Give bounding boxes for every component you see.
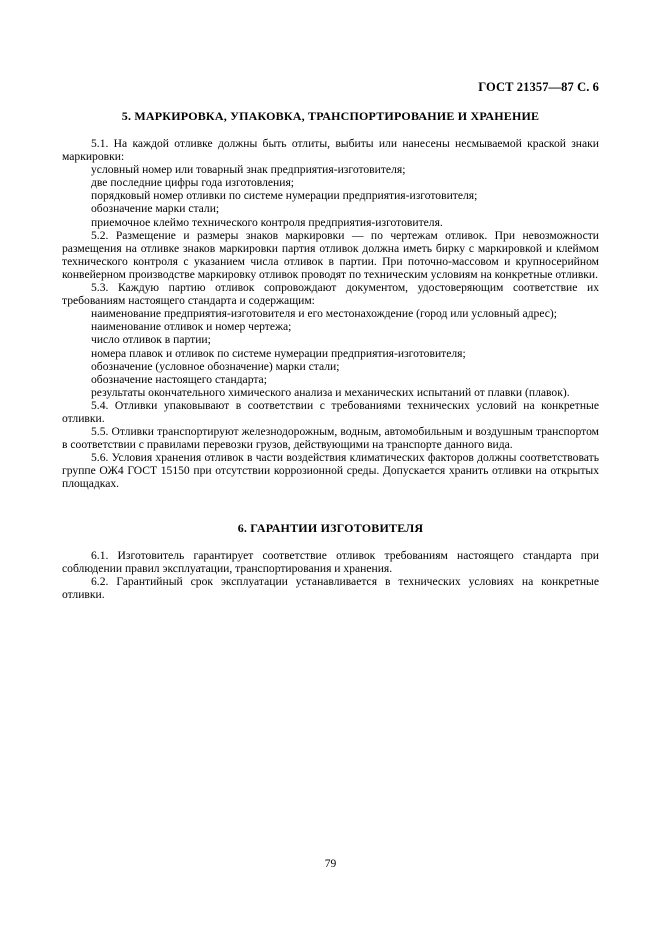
paragraph-5-5: 5.5. Отливки транспортируют железнодорожным, водным, автомобильным и воздушным транспортом в соответствии с правилами перевозки грузов, действующими на транспорте данного вида. xyxy=(62,425,599,452)
paragraph-6-2: 6.2. Гарантийный срок эксплуатации устанавливается в технических условиях на конкретные отливки. xyxy=(62,575,599,602)
list-item: две последние цифры года изготовления; xyxy=(91,176,295,190)
paragraph-6-1: 6.1. Изготовитель гарантирует соответствие отливок требованиям настоящего стандарта при соблюдении правил эксплуатации, транспортирования и хранения. xyxy=(62,549,599,576)
list-item: результаты окончательного химического анализа и механических испытаний от плавки (плавок). xyxy=(91,385,570,399)
list-item: обозначение настоящего стандарта; xyxy=(91,372,267,386)
paragraph-5-4: 5.4. Отливки упаковывают в соответствии с требованиями технических условий на конкретные отливки. xyxy=(62,398,599,425)
page-number: 79 xyxy=(324,858,337,870)
section-6-title: 6. ГАРАНТИИ ИЗГОТОВИТЕЛЯ xyxy=(237,521,424,535)
list-item: обозначение (условное обозначение) марки стали; xyxy=(91,359,340,373)
list-item: условный номер или товарный знак предприятия-изготовителя; xyxy=(91,163,406,177)
list-item: приемочное клеймо технического контроля предприятия-изготовителя. xyxy=(91,215,443,229)
paragraph-5-2: 5.2. Размещение и размеры знаков маркировки — по чертежам отливок. При невозможности размещения на отливке знаков маркировки партия отливок должна иметь бирку с маркировкой и клеймом технического контроля с указанием числа отливок в партии. При поточно-массовом и крупносерийном конвейерном производстве маркировку отливок проводят по техническим условиям на конкретные отливки. xyxy=(62,228,599,281)
paragraph-5-6: 5.6. Условия хранения отливок в части воздействия климатических факторов должны соответствовать группе ОЖ4 ГОСТ 15150 при отсутствии коррозионной среды. Допускается хранить отливки на открытых площадках. xyxy=(62,451,599,491)
section-6 xyxy=(62,521,599,601)
paragraph-5-1: 5.1. На каждой отливке должны быть отлиты, выбиты или нанесены несмываемой краской знаки маркировки: xyxy=(62,137,599,164)
section-5-title: 5. МАРКИРОВКА, УПАКОВКА, ТРАНСПОРТИРОВАНИЕ И ХРАНЕНИЕ xyxy=(121,109,540,123)
list-item: порядковый номер отливки по системе нумерации предприятия-изготовителя; xyxy=(91,189,478,203)
list-item: наименование предприятия-изготовителя и его местонахождение (город или условный адрес); xyxy=(91,307,558,321)
paragraph-5-3: 5.3. Каждую партию отливок сопровождают документом, удостоверяющим соответствие их требованиям настоящего стандарта и содержащим: xyxy=(62,281,599,308)
document-header: ГОСТ 21357—87 С. 6 xyxy=(478,80,599,94)
list-item: номера плавок и отливок по системе нумерации предприятия-изготовителя; xyxy=(91,346,466,360)
list-item: число отливок в партии; xyxy=(91,333,211,347)
list-item: наименование отливок и номер чертежа; xyxy=(91,320,292,334)
section-5 xyxy=(62,109,599,491)
list-item: обозначение марки стали; xyxy=(91,202,220,216)
